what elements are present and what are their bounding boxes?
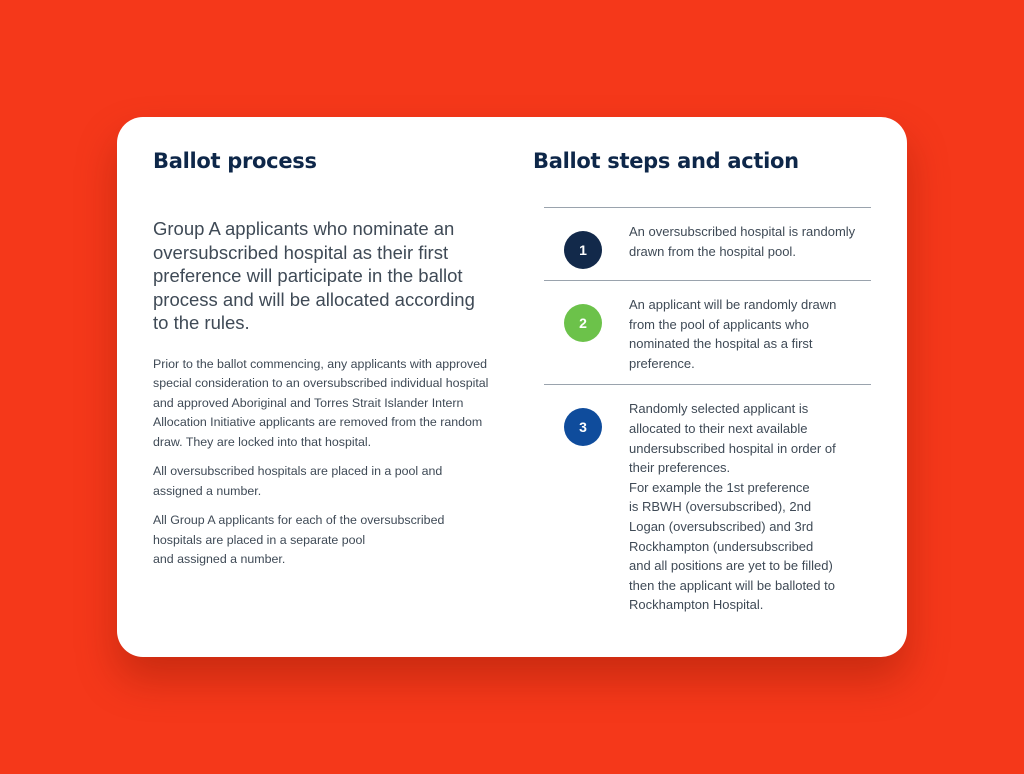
ballot-step [544, 207, 871, 280]
step-number-badge: 1 [564, 231, 602, 269]
ballot-process-section [153, 149, 493, 570]
step-number-badge: 2 [564, 304, 602, 342]
step-description: Randomly selected applicant is allocated to their next available undersubscribed hospital in order of their preferences. For example the 1st preference is RBWH (oversubscribed), 2nd Logan (oversubscribed) and 3rd Rockhampton (undersubscribed and all positions are yet to be filled) then the applicant will be balloted to Rockhampton Hospital. [629, 401, 836, 613]
step-number-badge: 3 [564, 408, 602, 446]
ballot-process-heading: Ballot process [153, 149, 317, 173]
applicant-pool-paragraph: All Group A applicants for each of the oversubscribed hospitals are placed in a separate pool and assigned a number. [153, 513, 445, 566]
special-consideration-paragraph: Prior to the ballot commencing, any applicants with approved special consideration to an oversubscribed individual hospital and approved Aboriginal and Torres Strait Islander Intern Allocation Initiative applicants are removed from the random draw. They are locked into that hospital. [153, 356, 489, 449]
step-description: An applicant will be randomly drawn from the pool of applicants who nominated the hospital as a first preference. [629, 297, 837, 371]
ballot-steps-section [533, 149, 873, 613]
ballot-step [544, 384, 871, 626]
step-description: An oversubscribed hospital is randomly drawn from the hospital pool. [629, 224, 856, 259]
ballot-step [544, 280, 871, 384]
ballot-steps-list [544, 207, 871, 626]
hospital-pool-paragraph: All oversubscribed hospitals are placed in a pool and assigned a number. [153, 464, 443, 498]
ballot-process-lead: Group A applicants who nominate an oversubscribed hospital as their first preference will participate in the ballot process and will be allocated according to the rules. [153, 218, 475, 333]
ballot-card [117, 117, 907, 657]
ballot-steps-heading: Ballot steps and action [533, 149, 799, 173]
